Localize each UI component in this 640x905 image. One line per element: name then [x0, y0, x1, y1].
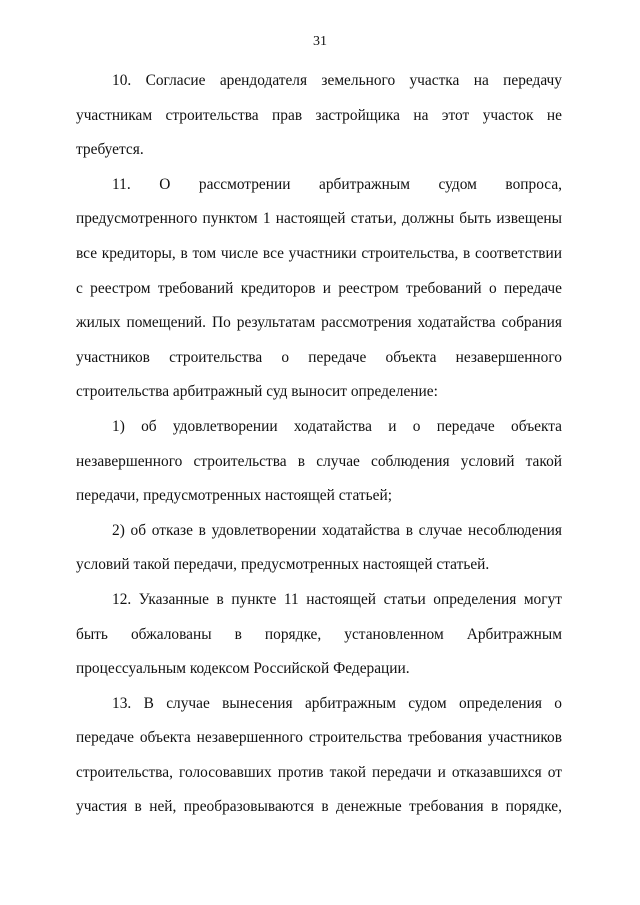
paragraph-13: 13. В случае вынесения арбитражным судом определения о передаче объекта незавершенного строительства требования участников строительства, голосовавших против такой передачи и отказавшихся от участия в ней, преобразовываются в денежные требования в порядке, [76, 694, 562, 816]
document-body [76, 64, 562, 825]
page-number: 31 [313, 34, 327, 49]
paragraph-11: 11. О рассмотрении арбитражным судом вопроса, предусмотренного пунктом 1 настоящей статьи, должны быть извещены все кредиторы, в том числе все участники строительства, в соответствии с реестром требований кредиторов и реестром требований о передаче жилых помещений. По результатам рассмотрения ходатайства собрания участников строительства о передаче объекта незавершенного строительства арбитражный суд выносит определение: [76, 175, 562, 401]
paragraph-11-item-2: 2) об отказе в удовлетворении ходатайства в случае несоблюдения условий такой передачи, предусмотренных настоящей статьей. [76, 521, 562, 574]
paragraph-11-item-1: 1) об удовлетворении ходатайства и о передаче объекта незавершенного строительства в случае соблюдения условий такой передачи, предусмотренных настоящей статьей; [76, 417, 562, 505]
paragraph-10: 10. Согласие арендодателя земельного участка на передачу участникам строительства прав застройщика на этот участок не требуется. [76, 72, 562, 159]
paragraph-12: 12. Указанные в пункте 11 настоящей статьи определения могут быть обжалованы в порядке, установленном Арбитражным процессуальным кодексом Российской Федерации. [76, 590, 562, 678]
